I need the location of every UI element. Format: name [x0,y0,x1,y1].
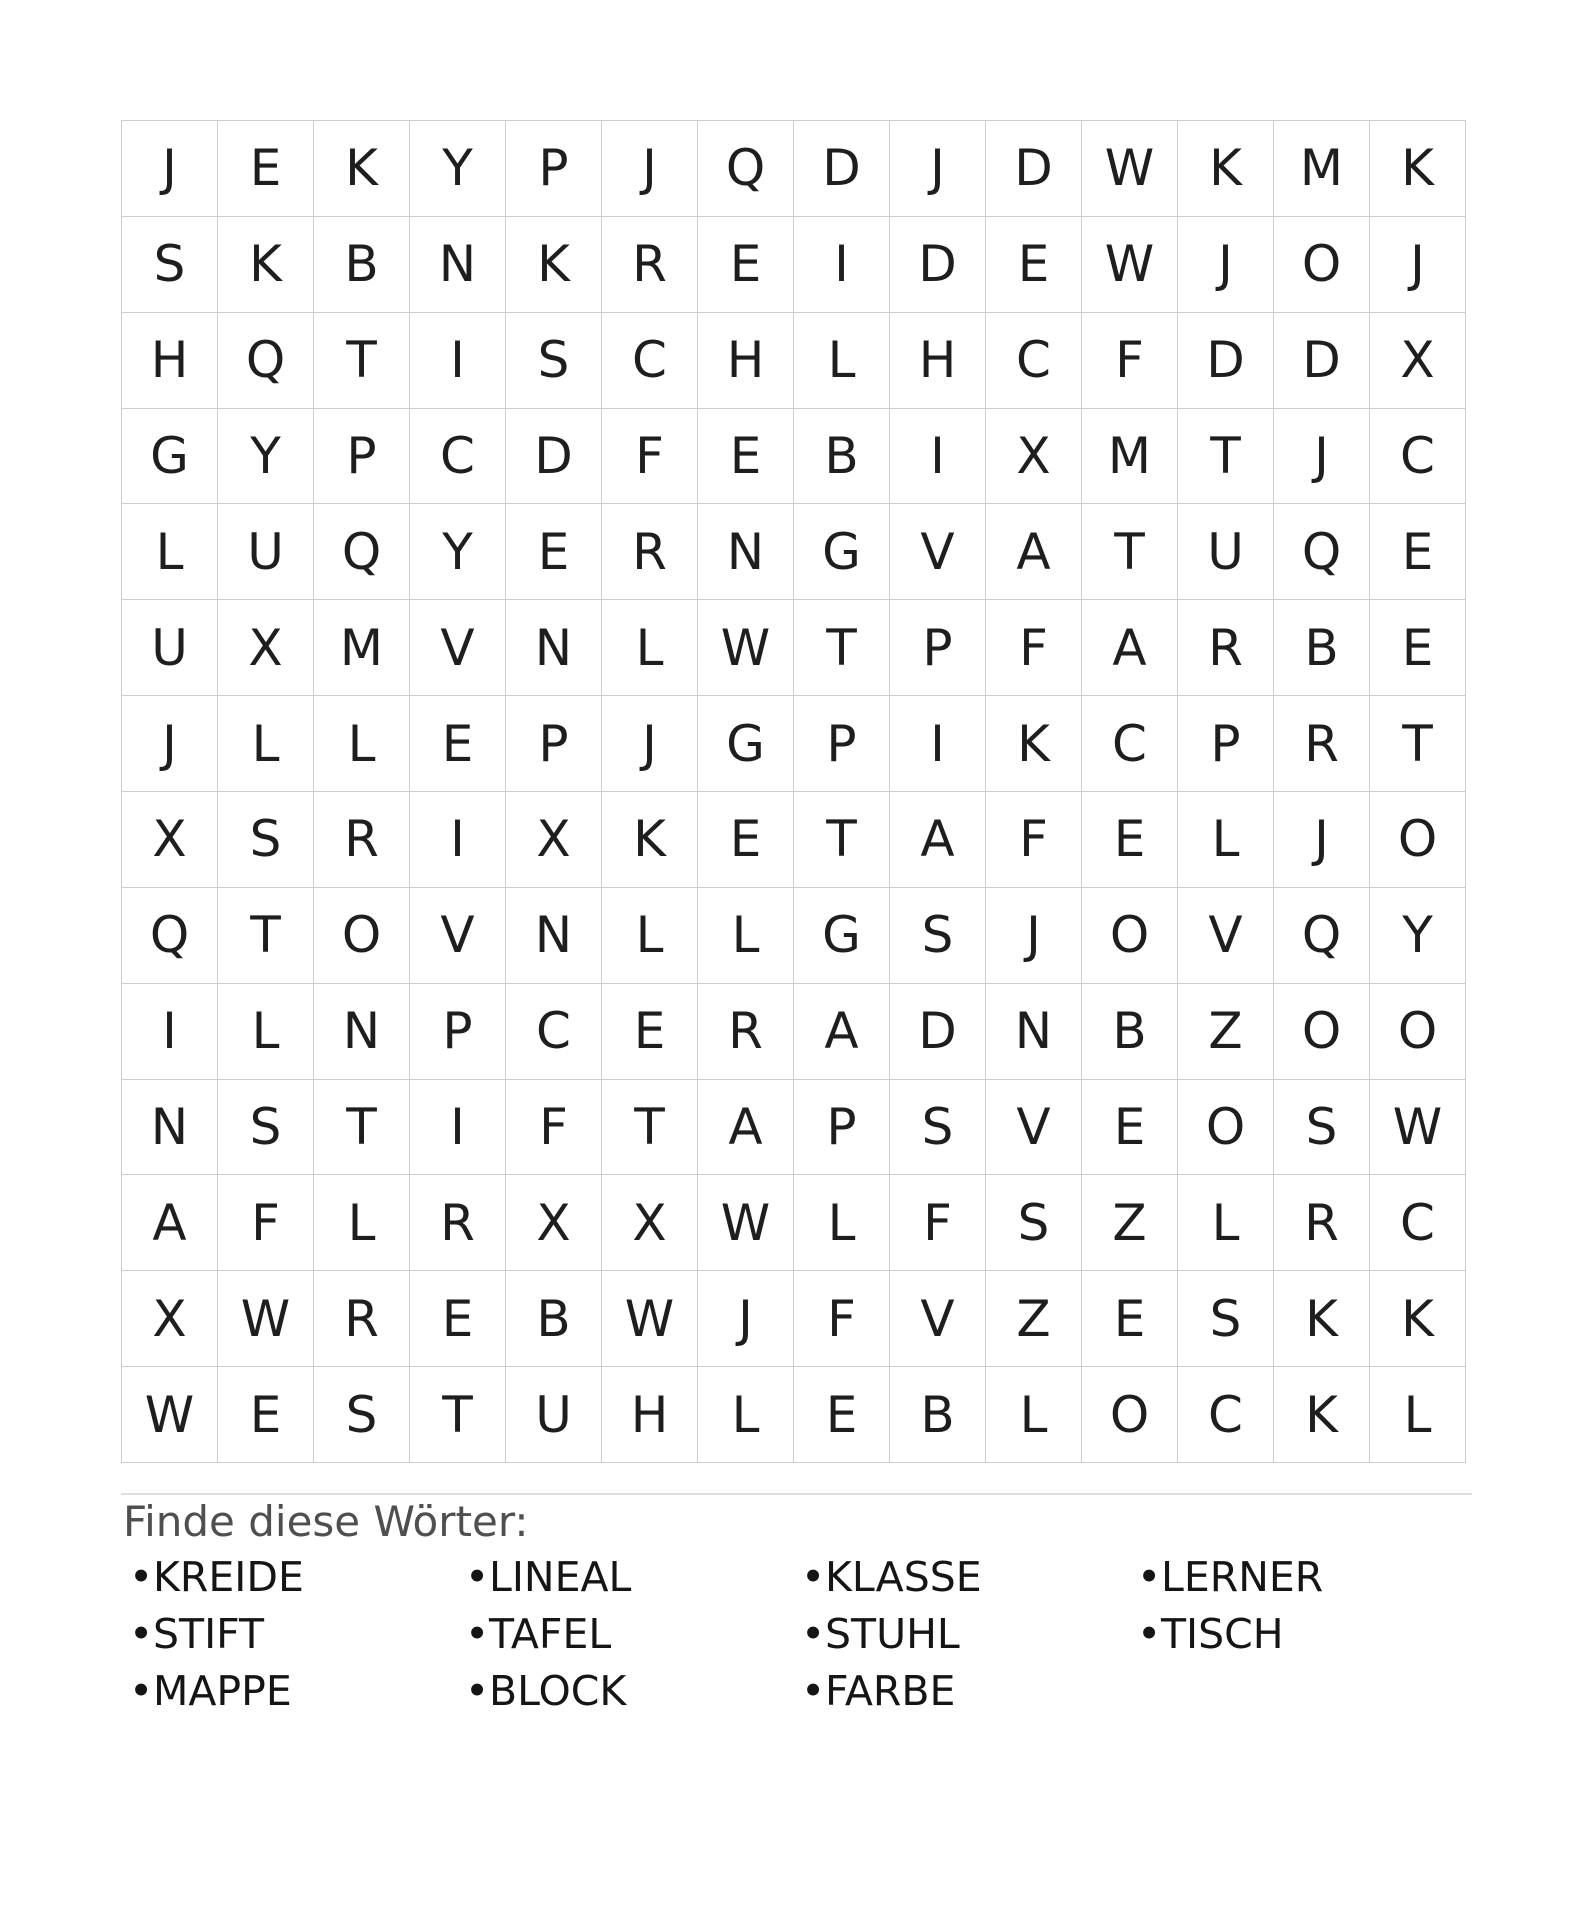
grid-cell: L [794,313,889,408]
grid-cell: O [1178,1080,1273,1175]
grid-cell: Y [1370,888,1465,983]
grid-cell: V [410,600,505,695]
grid-cell: E [698,792,793,887]
word-list-item [1129,1549,1465,1606]
word-list-column [121,1549,457,1720]
bullet-icon: • [465,1610,490,1658]
grid-cell: W [1370,1080,1465,1175]
grid-cell: T [602,1080,697,1175]
word-list-item [121,1606,457,1663]
grid-cell: E [698,409,793,504]
grid-cell: D [986,121,1081,216]
grid-cell: W [698,600,793,695]
grid-cell: Z [1178,984,1273,1079]
grid-cell: V [890,1271,985,1366]
grid-cell: U [218,504,313,599]
grid-cell: S [890,1080,985,1175]
word-label: TAFEL [489,1610,612,1658]
grid-cell: F [506,1080,601,1175]
word-list-item [457,1549,793,1606]
grid-cell: P [410,984,505,1079]
grid-cell: E [986,217,1081,312]
grid-cell: N [986,984,1081,1079]
grid-cell: K [602,792,697,887]
grid-cell: E [1082,1271,1177,1366]
grid-cell: L [218,696,313,791]
grid-cell: I [410,313,505,408]
grid-cell: U [122,600,217,695]
grid-cell: X [506,1175,601,1270]
grid-cell: L [602,600,697,695]
bullet-icon: • [1137,1610,1162,1658]
grid-cell: P [314,409,409,504]
grid-cell: E [218,1367,313,1462]
word-list-column [793,1549,1129,1720]
grid-cell: C [602,313,697,408]
grid-cell: E [602,984,697,1079]
grid-cell: J [1274,792,1369,887]
grid-cell: E [410,696,505,791]
grid-cell: L [218,984,313,1079]
grid-cell: J [986,888,1081,983]
grid-cell: V [890,504,985,599]
word-list-item [121,1663,457,1720]
word-label: STUHL [825,1610,960,1658]
grid-cell: B [314,217,409,312]
word-list-item [793,1606,1129,1663]
grid-cell: I [410,792,505,887]
word-list-item [793,1663,1129,1720]
grid-cell: X [506,792,601,887]
grid-cell: W [1082,121,1177,216]
grid-cell: E [218,121,313,216]
grid-cell: C [506,984,601,1079]
word-label: KREIDE [153,1553,304,1601]
grid-cell: D [1274,313,1369,408]
grid-cell: Q [122,888,217,983]
grid-cell: E [1370,504,1465,599]
grid-cell: M [314,600,409,695]
grid-cell: J [602,121,697,216]
word-list-item [1129,1606,1465,1663]
grid-cell: W [698,1175,793,1270]
grid-cell: T [1178,409,1273,504]
word-list-columns [121,1549,1472,1720]
grid-cell: J [122,121,217,216]
grid-cell: G [794,504,889,599]
grid-cell: Y [410,504,505,599]
word-label: TISCH [1161,1610,1284,1658]
grid-cell: A [794,984,889,1079]
grid-cell: A [1082,600,1177,695]
grid-cell: F [986,600,1081,695]
grid-cell: K [506,217,601,312]
grid-cell: Q [1274,504,1369,599]
grid-cell: Q [698,121,793,216]
grid-cell: T [794,792,889,887]
grid-cell: E [1082,792,1177,887]
grid-cell: F [794,1271,889,1366]
grid-cell: K [218,217,313,312]
word-list-section [121,1493,1472,1720]
grid-cell: N [506,888,601,983]
grid-cell: G [698,696,793,791]
grid-cell: J [1178,217,1273,312]
word-list-item [121,1549,457,1606]
grid-cell: L [602,888,697,983]
grid-cell: S [218,1080,313,1175]
grid-cell: K [986,696,1081,791]
grid-cell: A [122,1175,217,1270]
grid-cell: R [698,984,793,1079]
grid-cell: L [1178,792,1273,887]
grid-cell: X [986,409,1081,504]
bullet-icon: • [465,1667,490,1715]
grid-cell: E [1082,1080,1177,1175]
grid-cell: S [986,1175,1081,1270]
grid-cell: T [1370,696,1465,791]
grid-cell: L [122,504,217,599]
grid-cell: G [122,409,217,504]
word-label: LINEAL [489,1553,632,1601]
grid-cell: L [314,1175,409,1270]
grid-cell: R [314,1271,409,1366]
bullet-icon: • [801,1667,826,1715]
grid-cell: N [410,217,505,312]
grid-cell: L [314,696,409,791]
grid-cell: C [1370,409,1465,504]
grid-cell: Q [218,313,313,408]
grid-cell: X [1370,313,1465,408]
grid-cell: J [1370,217,1465,312]
grid-cell: I [410,1080,505,1175]
grid-cell: K [1274,1271,1369,1366]
grid-cell: O [1082,1367,1177,1462]
grid-cell: L [986,1367,1081,1462]
grid-cell: T [410,1367,505,1462]
grid-cell: F [218,1175,313,1270]
grid-cell: P [506,696,601,791]
bullet-icon: • [129,1553,154,1601]
grid-cell: O [1082,888,1177,983]
grid-cell: K [1370,121,1465,216]
grid-cell: F [1082,313,1177,408]
word-list-column [457,1549,793,1720]
bullet-icon: • [129,1667,154,1715]
word-search-grid [121,120,1466,1463]
grid-cell: I [794,217,889,312]
grid-cell: H [602,1367,697,1462]
grid-cell: E [1370,600,1465,695]
grid-cell: S [218,792,313,887]
grid-cell: E [794,1367,889,1462]
grid-cell: L [794,1175,889,1270]
word-label: STIFT [153,1610,265,1658]
grid-cell: N [122,1080,217,1175]
grid-cell: C [1178,1367,1273,1462]
grid-cell: X [122,792,217,887]
grid-cell: S [890,888,985,983]
word-list-item [457,1606,793,1663]
grid-cell: K [1274,1367,1369,1462]
grid-cell: D [1178,313,1273,408]
grid-cell: T [218,888,313,983]
grid-cell: Q [314,504,409,599]
bullet-icon: • [801,1610,826,1658]
grid-cell: N [506,600,601,695]
grid-cell: O [1370,984,1465,1079]
grid-cell: P [1178,696,1273,791]
word-label: MAPPE [153,1667,292,1715]
grid-cell: T [1082,504,1177,599]
grid-cell: C [986,313,1081,408]
grid-cell: F [890,1175,985,1270]
grid-cell: D [890,217,985,312]
grid-cell: Y [410,121,505,216]
grid-cell: V [986,1080,1081,1175]
grid-cell: W [1082,217,1177,312]
grid-cell: D [890,984,985,1079]
grid-cell: A [698,1080,793,1175]
grid-cell: J [1274,409,1369,504]
grid-cell: O [1274,984,1369,1079]
grid-cell: Z [1082,1175,1177,1270]
grid-cell: C [1082,696,1177,791]
grid-cell: R [1274,696,1369,791]
grid-cell: K [1178,121,1273,216]
word-label: LERNER [1161,1553,1324,1601]
grid-cell: R [602,217,697,312]
grid-cell: S [122,217,217,312]
grid-cell: L [1178,1175,1273,1270]
grid-cell: C [410,409,505,504]
grid-cell: X [122,1271,217,1366]
grid-cell: M [1274,121,1369,216]
grid-cell: O [1274,217,1369,312]
bullet-icon: • [465,1553,490,1601]
grid-cell: L [698,1367,793,1462]
grid-cell: X [218,600,313,695]
grid-cell: S [1274,1080,1369,1175]
grid-cell: T [314,313,409,408]
grid-cell: F [986,792,1081,887]
grid-cell: E [506,504,601,599]
grid-cell: R [410,1175,505,1270]
grid-cell: J [890,121,985,216]
grid-cell: H [698,313,793,408]
grid-cell: X [602,1175,697,1270]
grid-cell: H [890,313,985,408]
grid-cell: J [698,1271,793,1366]
grid-cell: W [602,1271,697,1366]
word-label: BLOCK [489,1667,627,1715]
grid-cell: E [698,217,793,312]
grid-cell: R [1178,600,1273,695]
grid-cell: P [890,600,985,695]
grid-cell: S [314,1367,409,1462]
grid-cell: J [122,696,217,791]
grid-cell: Y [218,409,313,504]
grid-cell: T [314,1080,409,1175]
grid-cell: B [1082,984,1177,1079]
grid-cell: T [794,600,889,695]
grid-cell: U [506,1367,601,1462]
grid-cell: B [890,1367,985,1462]
grid-cell: L [698,888,793,983]
grid-cell: S [1178,1271,1273,1366]
grid-cell: I [890,696,985,791]
grid-cell: B [1274,600,1369,695]
grid-cell: Z [986,1271,1081,1366]
bullet-icon: • [801,1553,826,1601]
grid-cell: Q [1274,888,1369,983]
grid-cell: A [890,792,985,887]
grid-cell: O [1370,792,1465,887]
grid-cell: I [122,984,217,1079]
bullet-icon: • [1137,1553,1162,1601]
grid-cell: L [1370,1367,1465,1462]
grid-cell: S [506,313,601,408]
grid-cell: J [602,696,697,791]
grid-cell: N [314,984,409,1079]
grid-cell: W [218,1271,313,1366]
grid-cell: K [314,121,409,216]
grid-cell: I [890,409,985,504]
grid-cell: H [122,313,217,408]
grid-cell: O [314,888,409,983]
grid-cell: P [506,121,601,216]
word-list-column [1129,1549,1465,1720]
grid-cell: P [794,1080,889,1175]
grid-cell: G [794,888,889,983]
word-label: FARBE [825,1667,956,1715]
grid-cell: R [314,792,409,887]
grid-cell: A [986,504,1081,599]
word-label: KLASSE [825,1553,982,1601]
grid-cell: V [1178,888,1273,983]
word-list-item [793,1549,1129,1606]
grid-cell: N [698,504,793,599]
grid-cell: D [506,409,601,504]
grid-cell: U [1178,504,1273,599]
grid-cell: R [1274,1175,1369,1270]
grid-cell: R [602,504,697,599]
grid-cell: C [1370,1175,1465,1270]
grid-cell: E [410,1271,505,1366]
word-list-item [457,1663,793,1720]
bullet-icon: • [129,1610,154,1658]
word-list-title: Finde diese Wörter: [123,1497,529,1546]
grid-cell: W [122,1367,217,1462]
grid-cell: B [794,409,889,504]
grid-cell: M [1082,409,1177,504]
grid-cell: V [410,888,505,983]
grid-cell: F [602,409,697,504]
grid-cell: B [506,1271,601,1366]
grid-cell: P [794,696,889,791]
grid-cell: K [1370,1271,1465,1366]
grid-cell: D [794,121,889,216]
